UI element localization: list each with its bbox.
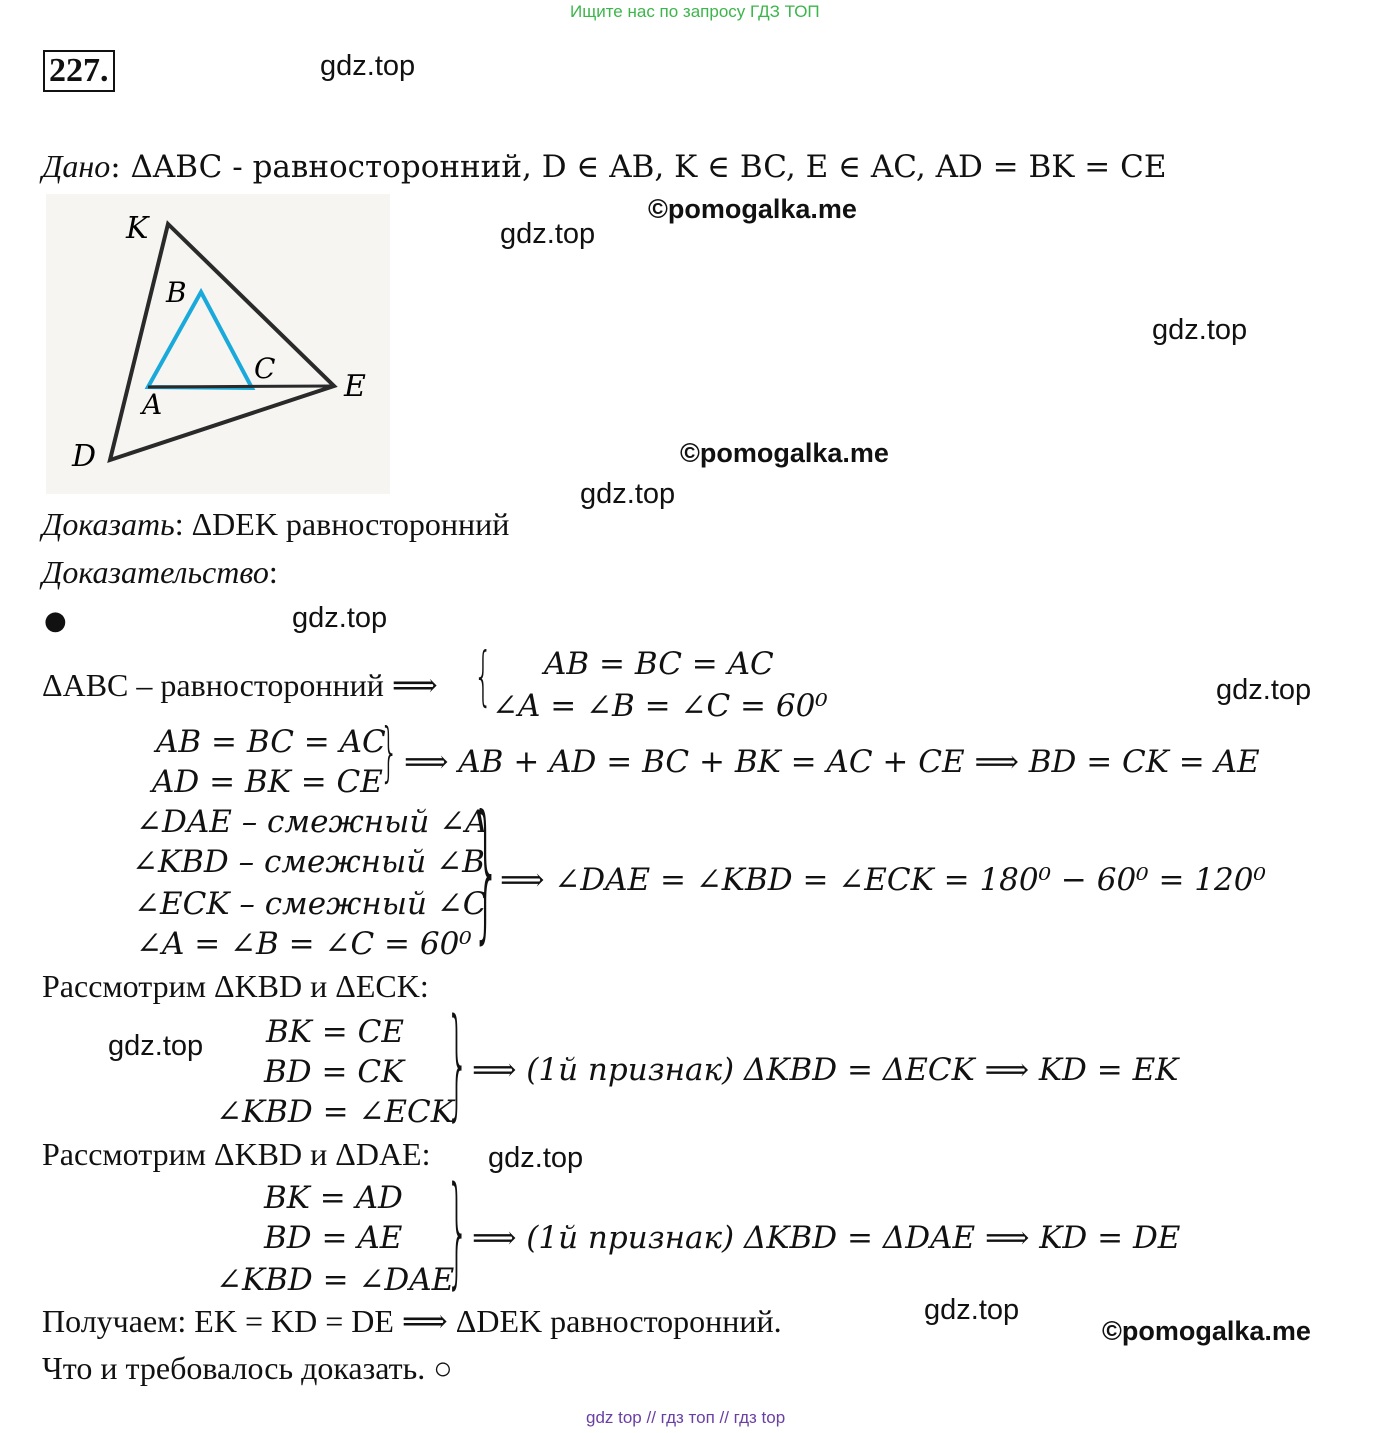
- footer-links[interactable]: gdz top // гдз топ // гдз top: [586, 1408, 786, 1427]
- step2-result: ⟹ AB + AD = BC + BK = AC + CE ⟹ BD = CK = AE: [404, 744, 1260, 780]
- watermark-pomogalka-3: ©pomogalka.me: [1102, 1316, 1311, 1346]
- step3-line4: ∠A = ∠B = ∠C = 60⁰: [136, 926, 472, 962]
- step3-line3: ∠ECK – смежный ∠C: [134, 886, 487, 922]
- step4-brace: }: [446, 994, 469, 1133]
- step5-brace: }: [446, 1162, 469, 1301]
- step1-left: ΔABC – равносторонний ⟹: [42, 667, 438, 703]
- watermark-gdz-4: gdz.top: [580, 478, 676, 510]
- step4-line3: ∠KBD = ∠ECK: [216, 1094, 454, 1130]
- given-label: Дано: [42, 148, 111, 184]
- step1-line2: ∠A = ∠B = ∠C = 60⁰: [492, 688, 828, 724]
- triangle-dek: [110, 224, 334, 460]
- label-a: A: [142, 388, 163, 421]
- proof-colon: :: [268, 554, 278, 590]
- step4-line1: BK = CE: [266, 1014, 404, 1050]
- watermark-gdz-5: gdz.top: [292, 602, 388, 634]
- step2-brace: }: [380, 716, 399, 790]
- proof-label: Доказательство: [42, 554, 269, 590]
- watermark-gdz-6: gdz.top: [1216, 674, 1312, 706]
- watermark-gdz-7: gdz.top: [108, 1030, 204, 1062]
- step1-line1: AB = BC = AC: [544, 646, 774, 682]
- prove-line: [42, 506, 509, 543]
- watermark-gdz-1: gdz.top: [320, 50, 416, 82]
- conclusion: Получаем: EK = KD = DE ⟹ ΔDEK равносторонний.: [42, 1303, 782, 1339]
- proof-heading: [42, 554, 278, 591]
- triangle-diagram: [46, 194, 390, 494]
- watermark-pomogalka-1: ©pomogalka.me: [648, 194, 857, 224]
- label-c: C: [254, 352, 276, 385]
- step4-line2: BD = CK: [264, 1054, 405, 1090]
- consider-1: Рассмотрим ΔKBD и ΔECK:: [42, 968, 429, 1004]
- step3-brace: }: [472, 784, 501, 958]
- prove-text: : ΔDEK равносторонний: [174, 506, 510, 542]
- top-banner: Ищите нас по запросу ГДЗ ТОП: [570, 2, 820, 21]
- step3-line1: ∠DAE – смежный ∠A: [136, 804, 488, 840]
- label-k: K: [126, 211, 149, 246]
- step5-result: ⟹ (1й признак) ΔKBD = ΔDAE ⟹ KD = DE: [472, 1220, 1181, 1256]
- problem-number: 227.: [43, 50, 115, 92]
- label-b: B: [166, 276, 187, 309]
- step1-brace: {: [474, 640, 493, 714]
- step3-result: ⟹ ∠DAE = ∠KBD = ∠ECK = 180⁰ − 60⁰ = 120⁰: [500, 862, 1266, 898]
- consider-2: Рассмотрим ΔKBD и ΔDAE:: [42, 1136, 431, 1172]
- step5-line3: ∠KBD = ∠DAE: [216, 1262, 455, 1298]
- step2-line1: AB = BC = AC: [156, 724, 386, 760]
- prove-label: Доказать: [42, 506, 175, 542]
- triangle-abc: [148, 292, 252, 388]
- step5-line2: BD = AE: [264, 1220, 403, 1256]
- watermark-gdz-9: gdz.top: [924, 1294, 1020, 1326]
- watermark-gdz-8: gdz.top: [488, 1142, 584, 1174]
- given-text: : ΔABC - равносторонний, D ∈ AB, K ∈ BC, E ∈ AC, AD = BK = CE: [110, 149, 1167, 185]
- given-line: [42, 148, 1166, 185]
- label-d: D: [72, 439, 97, 474]
- bullet: ●: [44, 606, 67, 636]
- qed: Что и требовалось доказать. ○: [42, 1350, 453, 1386]
- segment-ae: [148, 386, 334, 387]
- label-e: E: [344, 369, 366, 404]
- step2-line2: AD = BK = CE: [152, 764, 383, 800]
- watermark-pomogalka-2: ©pomogalka.me: [680, 438, 889, 468]
- watermark-gdz-3: gdz.top: [1152, 314, 1248, 346]
- triangle-figure: [46, 194, 390, 494]
- step4-result: ⟹ (1й признак) ΔKBD = ΔECK ⟹ KD = EK: [472, 1052, 1179, 1088]
- watermark-gdz-2: gdz.top: [500, 218, 596, 250]
- step3-line2: ∠KBD – смежный ∠B: [132, 844, 485, 880]
- step5-line1: BK = AD: [264, 1180, 403, 1216]
